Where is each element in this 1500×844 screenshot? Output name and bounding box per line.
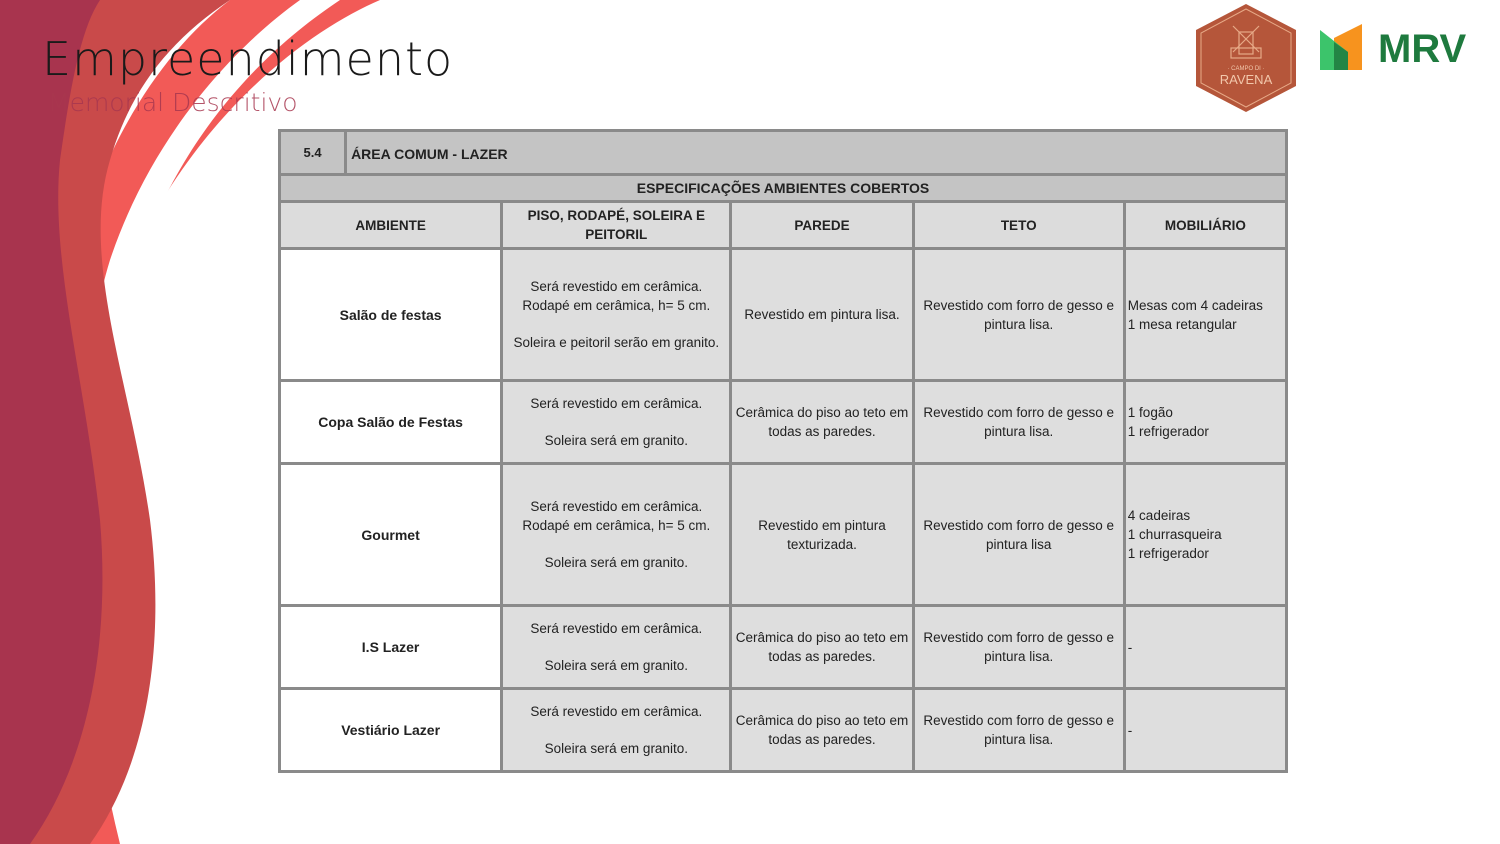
ambiente-cell: Gourmet xyxy=(280,464,502,606)
mobiliario-cell xyxy=(1124,606,1286,689)
piso-line: Soleira será em granito. xyxy=(544,433,688,448)
mobiliario-item: 1 refrigerador xyxy=(1127,424,1209,439)
piso-line: Será revestido em cerâmica. xyxy=(530,499,703,514)
piso-line: Será revestido em cerâmica. xyxy=(530,279,703,294)
mobiliario-cell xyxy=(1124,464,1286,606)
parede-cell: Revestido em pintura lisa. xyxy=(731,249,913,381)
page-subtitle: Memorial Descritivo xyxy=(48,88,298,117)
piso-cell xyxy=(502,689,731,772)
teto-cell: Revestido com forro de gesso e pintura lisa. xyxy=(913,249,1124,381)
piso-line: Rodapé em cerâmica, h= 5 cm. xyxy=(522,298,711,313)
subheading-row xyxy=(280,175,1287,202)
table-row xyxy=(280,464,1287,606)
mobiliario-cell xyxy=(1124,381,1286,464)
column-header-ambiente: AMBIENTE xyxy=(280,202,502,249)
mrv-logo xyxy=(1320,22,1490,74)
piso-cell xyxy=(502,464,731,606)
mobiliario-item: 1 churrasqueira xyxy=(1127,527,1222,542)
mobiliario-item: - xyxy=(1127,722,1133,738)
parede-cell: Cerâmica do piso ao teto em todas as paredes. xyxy=(731,606,913,689)
mrv-wordmark: MRV xyxy=(1378,27,1467,71)
parede-cell: Revestido em pintura texturizada. xyxy=(731,464,913,606)
mobiliario-cell xyxy=(1124,689,1286,772)
teto-cell: Revestido com forro de gesso e pintura lisa xyxy=(913,464,1124,606)
ambiente-cell: I.S Lazer xyxy=(280,606,502,689)
teto-cell: Revestido com forro de gesso e pintura lisa. xyxy=(913,381,1124,464)
piso-cell xyxy=(502,381,731,464)
section-row xyxy=(280,131,1287,175)
mobiliario-item: 1 fogão xyxy=(1127,405,1173,420)
ambiente-cell: Vestiário Lazer xyxy=(280,689,502,772)
mobiliario-item: Mesas com 4 cadeiras xyxy=(1127,297,1263,313)
page-title: Empreendimento xyxy=(42,32,454,86)
parede-cell: Cerâmica do piso ao teto em todas as paredes. xyxy=(731,689,913,772)
piso-line: Será revestido em cerâmica. xyxy=(530,704,703,719)
piso-line: Rodapé em cerâmica, h= 5 cm. xyxy=(522,518,711,533)
ravena-name-text: RAVENA xyxy=(1219,72,1273,87)
campo-di-ravena-logo xyxy=(1193,2,1299,114)
mobiliario-item: 1 mesa retangular xyxy=(1127,316,1237,332)
piso-cell xyxy=(502,606,731,689)
ambiente-cell: Salão de festas xyxy=(280,249,502,381)
column-header-parede: PAREDE xyxy=(731,202,913,249)
column-header-piso: PISO, RODAPÉ, SOLEIRA E PEITORIL xyxy=(502,202,731,249)
column-header-teto: TETO xyxy=(913,202,1124,249)
piso-cell xyxy=(502,249,731,381)
mobiliario-item: - xyxy=(1127,639,1133,655)
piso-line: Será revestido em cerâmica. xyxy=(530,621,703,636)
mobiliario-cell xyxy=(1124,249,1286,381)
teto-cell: Revestido com forro de gesso e pintura lisa. xyxy=(913,689,1124,772)
section-number: 5.4 xyxy=(280,131,346,175)
mobiliario-item: 4 cadeiras xyxy=(1127,508,1191,523)
column-header-row xyxy=(280,202,1287,249)
piso-line: Soleira será em granito. xyxy=(544,741,688,756)
specification-table xyxy=(278,129,1288,773)
piso-line: Soleira e peitoril serão em granito. xyxy=(513,335,720,350)
ravena-small-text: · CAMPO DI · xyxy=(1227,66,1265,72)
table-row xyxy=(280,606,1287,689)
piso-line: Será revestido em cerâmica. xyxy=(530,396,703,411)
table-row xyxy=(280,249,1287,381)
table-row xyxy=(280,689,1287,772)
mobiliario-item: 1 refrigerador xyxy=(1127,546,1209,561)
piso-line: Soleira será em granito. xyxy=(544,658,688,673)
parede-cell: Cerâmica do piso ao teto em todas as paredes. xyxy=(731,381,913,464)
piso-line: Soleira será em granito. xyxy=(544,555,688,570)
ambiente-cell: Copa Salão de Festas xyxy=(280,381,502,464)
table-subheading: ESPECIFICAÇÕES AMBIENTES COBERTOS xyxy=(280,175,1287,202)
table-row xyxy=(280,381,1287,464)
teto-cell: Revestido com forro de gesso e pintura lisa. xyxy=(913,606,1124,689)
column-header-mobiliario: MOBILIÁRIO xyxy=(1124,202,1286,249)
section-title: ÁREA COMUM - LAZER xyxy=(346,131,1287,175)
